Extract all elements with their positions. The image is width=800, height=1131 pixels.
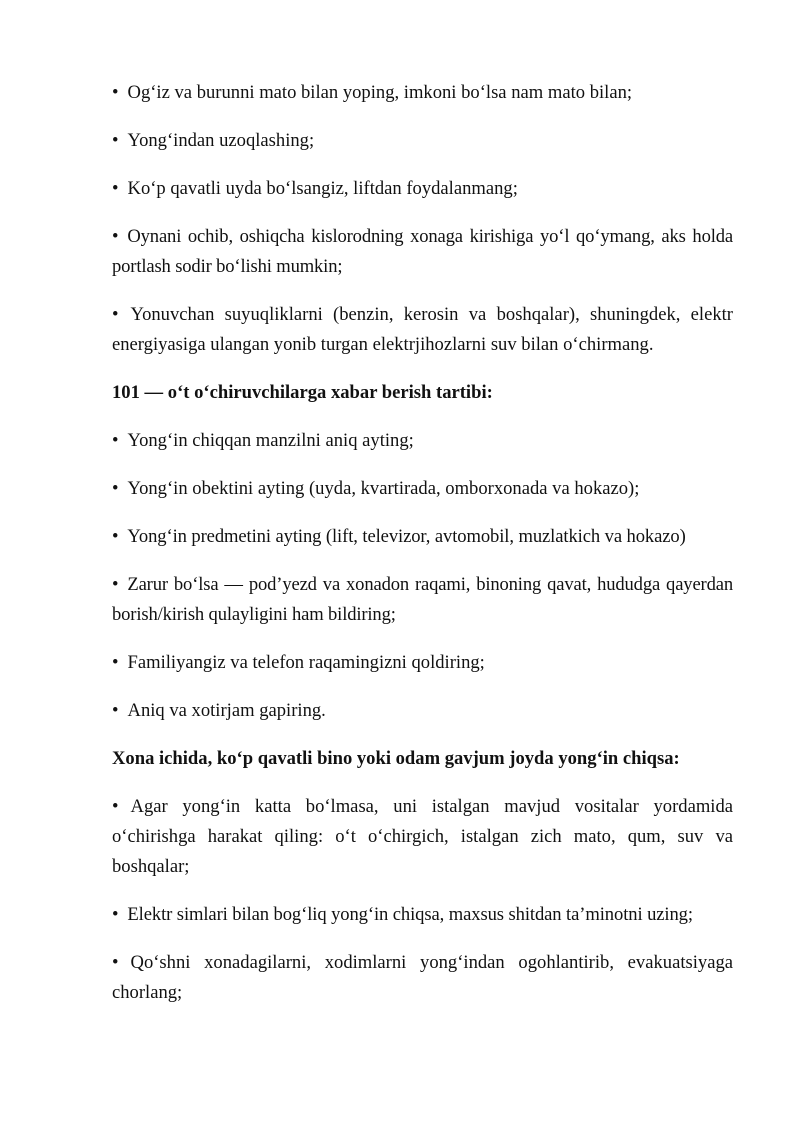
- bullet-icon: •: [112, 478, 119, 499]
- document-page: [112, 78, 733, 1026]
- list-item: [112, 696, 733, 726]
- bullet-icon: •: [112, 952, 119, 973]
- list-item: [112, 426, 733, 456]
- bullet-icon: •: [112, 82, 119, 103]
- bullet-icon: •: [112, 526, 119, 547]
- section-heading: 101 — o‘t o‘chiruvchilarga xabar berish tartibi:: [112, 382, 493, 403]
- list-item-text: Aniq va xotirjam gapiring.: [127, 700, 326, 721]
- list-item: [112, 522, 733, 552]
- bullet-icon: •: [112, 700, 119, 721]
- list-item: [112, 222, 733, 282]
- bullet-icon: •: [112, 652, 119, 673]
- list-item-text: Yonuvchan suyuqliklarni (benzin, kerosin va boshqalar), shuningdek, elektr energiyasiga ulangan yonib turgan elektrjihozlarni suv bilan o‘chirmang.: [112, 304, 733, 355]
- list-item-text: Agar yong‘in katta bo‘lmasa, uni istalgan mavjud vositalar yordamida o‘chirishga harakat qiling: o‘t o‘chirgich, istalgan zich mato, qum, suv va boshqalar;: [112, 796, 733, 877]
- list-item: [112, 174, 733, 204]
- list-item: [112, 78, 733, 108]
- list-item-text: Qo‘shni xonadagilarni, xodimlarni yong‘indan ogohlantirib, evakuatsiyaga chorlang;: [112, 952, 733, 1003]
- bullet-icon: •: [112, 430, 119, 451]
- list-item-text: Oynani ochib, oshiqcha kislorodning xonaga kirishiga yo‘l qo‘ymang, aks holda portlash sodir bo‘lishi mumkin;: [112, 226, 733, 277]
- list-item: [112, 474, 733, 504]
- bullet-icon: •: [112, 574, 119, 595]
- list-item-text: Zarur bo‘lsa — pod’yezd va xonadon raqami, binoning qavat, hududga qayerdan borish/kirish qulayligini ham bildiring;: [112, 574, 733, 625]
- list-item: [112, 126, 733, 156]
- list-item-text: Yong‘in obektini ayting (uyda, kvartirada, omborxonada va hokazo);: [127, 478, 640, 499]
- list-item: [112, 792, 733, 882]
- bullet-icon: •: [112, 130, 119, 151]
- list-item-text: Elektr simlari bilan bog‘liq yong‘in chiqsa, maxsus shitdan ta’minotni uzing;: [127, 904, 693, 925]
- bullet-icon: •: [112, 178, 119, 199]
- section-heading: Xona ichida, ko‘p qavatli bino yoki odam gavjum joyda yong‘in chiqsa:: [112, 748, 680, 769]
- list-item-text: Familiyangiz va telefon raqamingizni qoldiring;: [127, 652, 485, 673]
- list-item: [112, 648, 733, 678]
- list-item-text: Yong‘in predmetini ayting (lift, televizor, avtomobil, muzlatkich va hokazo): [127, 526, 686, 547]
- list-item: [112, 570, 733, 630]
- list-item-text: Ko‘p qavatli uyda bo‘lsangiz, liftdan foydalanmang;: [127, 178, 518, 199]
- list-item: [112, 900, 733, 930]
- list-item: [112, 300, 733, 360]
- bullet-icon: •: [112, 796, 119, 817]
- list-item: [112, 948, 733, 1008]
- list-item-text: Og‘iz va burunni mato bilan yoping, imkoni bo‘lsa nam mato bilan;: [127, 82, 633, 103]
- list-item-text: Yong‘indan uzoqlashing;: [127, 130, 315, 151]
- bullet-icon: •: [112, 904, 119, 925]
- bullet-icon: •: [112, 226, 119, 247]
- bullet-icon: •: [112, 304, 119, 325]
- list-item-text: Yong‘in chiqqan manzilni aniq ayting;: [127, 430, 414, 451]
